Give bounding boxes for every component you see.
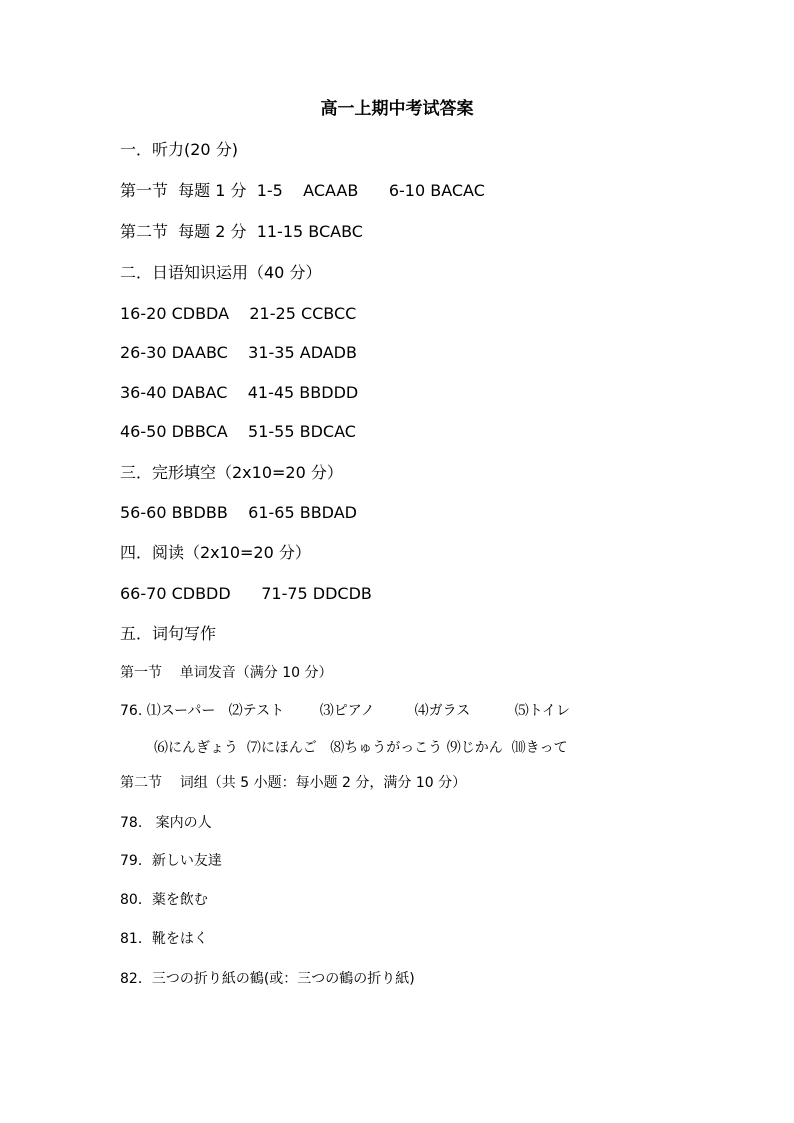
answer-line: 第一节 每题 1 分 1-5 ACAAB 6-10 BACAC bbox=[120, 181, 485, 200]
answer-line: 76. ⑴スーパー ⑵テスト ⑶ピアノ ⑷ガラス ⑸トイレ bbox=[120, 703, 571, 719]
answer-line: 66-70 CDBDD 71-75 DDCDB bbox=[120, 584, 372, 603]
answer-line: ⑹にんぎょう ⑺にほんご ⑻ちゅうがっこう ⑼じかん ⑽きって bbox=[154, 740, 568, 756]
answer-line: 36-40 DABAC 41-45 BBDDD bbox=[120, 383, 359, 402]
section-heading-language: 二．日语知识运用（40 分） bbox=[120, 263, 322, 282]
section-heading-reading: 四．阅读（2x10=20 分） bbox=[120, 543, 311, 562]
answer-line: 79．新しい友達 bbox=[120, 853, 222, 869]
answer-line: 26-30 DAABC 31-35 ADADB bbox=[120, 343, 357, 362]
answer-line: 82．三つの折り紙の鶴(或：三つの鶴の折り紙) bbox=[120, 971, 415, 987]
answer-line: 16-20 CDBDA 21-25 CCBCC bbox=[120, 304, 357, 323]
answer-line: 78. 案内の人 bbox=[120, 815, 212, 831]
answer-line: 81．靴をはく bbox=[120, 931, 208, 947]
answer-line: 80．薬を飲む bbox=[120, 892, 208, 908]
section-heading-writing: 五．词句写作 bbox=[120, 624, 217, 643]
answer-line: 第二节 每题 2 分 11-15 BCABC bbox=[120, 222, 363, 241]
page-title: 高一上期中考试答案 bbox=[320, 99, 474, 119]
answer-line: 46-50 DBBCA 51-55 BDCAC bbox=[120, 422, 356, 441]
subsection-heading: 第一节 单词发音（满分 10 分） bbox=[120, 665, 333, 681]
section-heading-cloze: 三．完形填空（2x10=20 分） bbox=[120, 463, 343, 482]
answer-line: 56-60 BBDBB 61-65 BBDAD bbox=[120, 503, 357, 522]
section-heading-listening: 一．听力(20 分) bbox=[120, 140, 238, 159]
subsection-heading: 第二节 词组（共 5 小题：每小题 2 分，满分 10 分） bbox=[120, 775, 467, 791]
